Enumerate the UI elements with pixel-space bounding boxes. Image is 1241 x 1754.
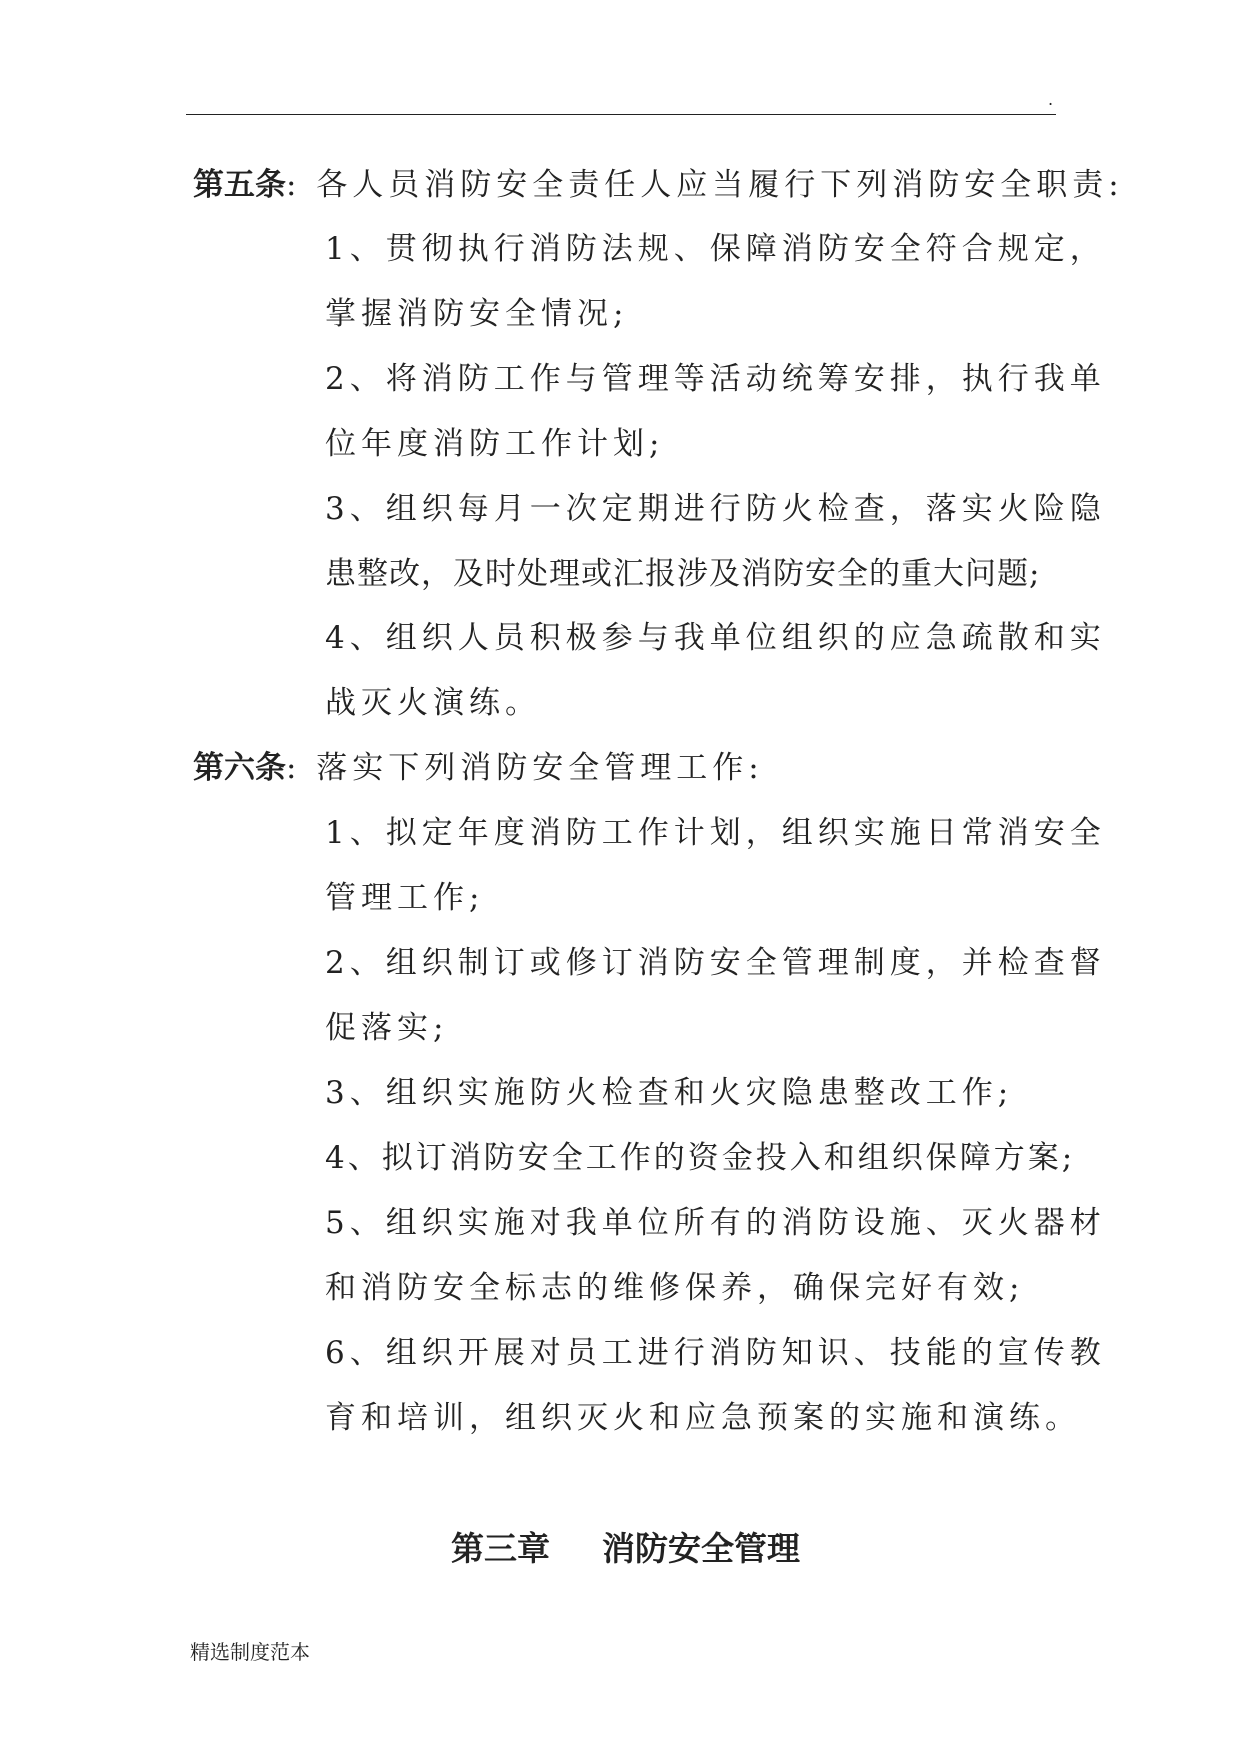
article-6-line: 和消防安全标志的维修保养，确保完好有效;	[325, 1270, 1025, 1306]
article-5-line: 患整改，及时处理或汇报涉及消防安全的重大问题;	[325, 556, 1041, 592]
article-5-label: 第五条	[193, 167, 286, 203]
article-6-line: 2、组织制订或修订消防安全管理制度，并检查督	[325, 945, 1106, 981]
chapter-title: 消防安全管理	[602, 1529, 800, 1568]
article-5-heading	[193, 165, 1124, 205]
chapter-heading	[451, 1527, 800, 1571]
article-5-line: 4、组织人员积极参与我单位组织的应急疏散和实	[325, 620, 1106, 656]
article-6-line: 6、组织开展对员工进行消防知识、技能的宣传教	[325, 1335, 1106, 1371]
article-6-line: 4、拟订消防安全工作的资金投入和组织保障方案;	[325, 1140, 1076, 1176]
article-5-line: 3、组织每月一次定期进行防火检查，落实火险隐	[325, 491, 1106, 527]
header-rule	[186, 114, 1056, 115]
article-5-line: 2、将消防工作与管理等活动统筹安排，执行我单	[325, 361, 1106, 397]
article-5-line: 战灭火演练。	[325, 685, 541, 721]
article-6-text: : 落实下列消防安全管理工作:	[286, 750, 764, 786]
article-5-line: 1、贯彻执行消防法规、保障消防安全符合规定，	[325, 231, 1106, 267]
article-6-line: 3、组织实施防火检查和火灾隐患整改工作;	[325, 1075, 1014, 1111]
article-6-heading	[193, 748, 764, 788]
article-6-label: 第六条	[193, 750, 286, 786]
article-6-line: 5、组织实施对我单位所有的消防设施、灭火器材	[325, 1205, 1106, 1241]
article-5-line: 位年度消防工作计划;	[325, 426, 665, 462]
header-mark: .	[1048, 90, 1054, 109]
footer-label: 精选制度范本	[190, 1640, 310, 1664]
article-6-line: 促落实;	[325, 1010, 449, 1046]
chapter-number: 第三章	[451, 1529, 550, 1568]
article-6-line: 1、拟定年度消防工作计划，组织实施日常消安全	[325, 815, 1106, 851]
article-6-line: 管理工作;	[325, 880, 485, 916]
article-6-line: 育和培训，组织灭火和应急预案的实施和演练。	[325, 1400, 1081, 1436]
article-5-text: : 各人员消防安全责任人应当履行下列消防安全职责:	[286, 167, 1124, 203]
article-5-line: 掌握消防安全情况;	[325, 296, 629, 332]
